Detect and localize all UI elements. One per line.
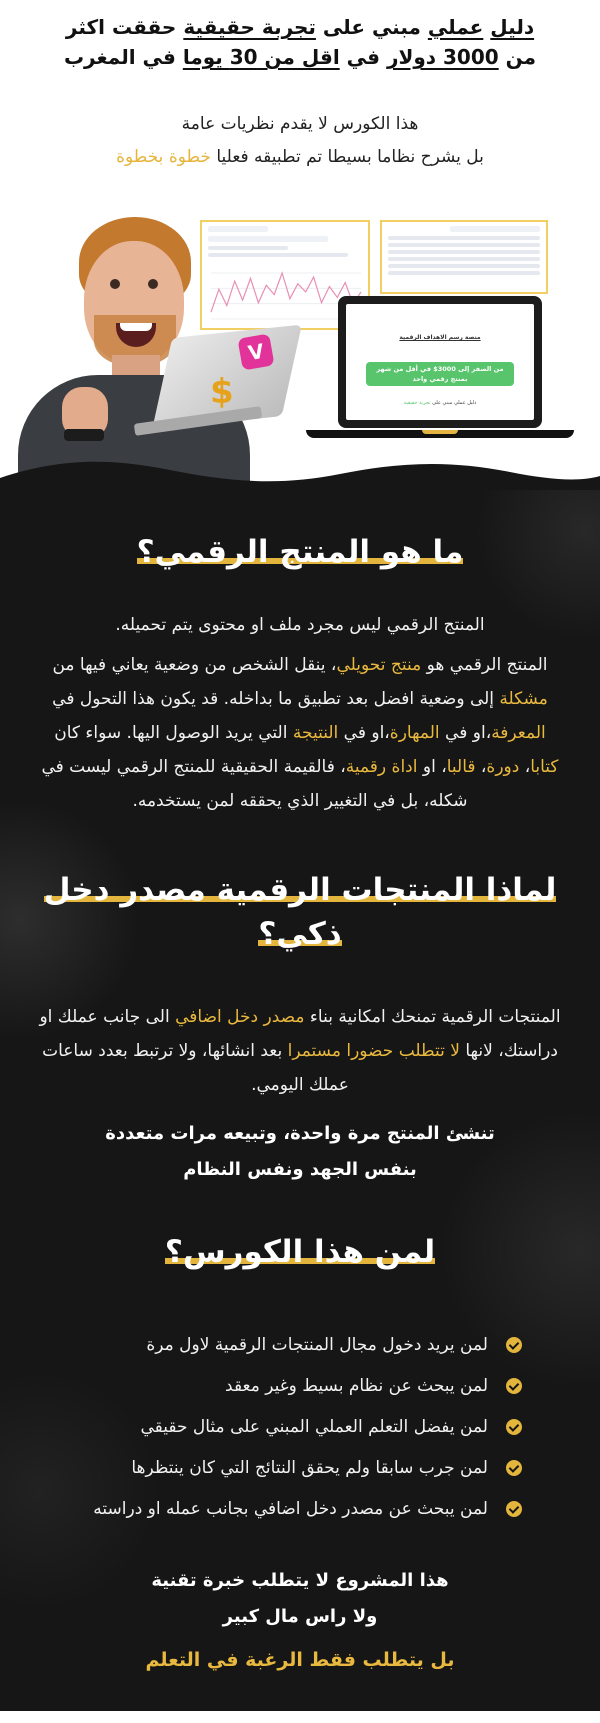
section1-paragraph-1: المنتج الرقمي ليس مجرد ملف او محتوى يتم تحميله.: [115, 615, 485, 635]
watch-icon: [64, 429, 104, 441]
laptop-screen-cta: من الصفر إلى 3000$ في أقل من شهر بمنتج رقمي واحد: [366, 362, 514, 386]
content-section: [0, 490, 600, 1711]
section-title-why-digital-products: لماذا المنتجات الرقمية مصدر دخل ذكي؟: [43, 872, 557, 952]
section-divider-wave: [0, 456, 600, 490]
app-logo-badge: V: [237, 333, 274, 370]
section2-bold-statement: تنشئ المنتج مرة واحدة، وتبيعه مرات متعددة بنفس الجهد ونفس النظام: [105, 1123, 495, 1180]
list-item: لمن يريد دخول مجال المنتجات الرقمية لاول مرة: [20, 1324, 522, 1365]
laptop-screen-title: منصة رسم الاهداف الرقمية: [399, 334, 481, 341]
excited-man-illustration: [14, 215, 264, 490]
laptop-screen: [346, 304, 534, 420]
check-circle-icon: [506, 1460, 522, 1476]
list-item: لمن جرب سابقا ولم يحقق النتائج التي كان ينتظرها: [20, 1447, 522, 1488]
dollar-icon: $: [210, 372, 234, 412]
check-circle-icon: [506, 1419, 522, 1435]
requirements-highlight: بل يتطلب فقط الرغبة في التعلم: [145, 1649, 455, 1671]
hero-subtitle-line2: بل يشرح نظاما بسيطا تم تطبيقه فعليا خطوة بخطوة: [116, 147, 484, 167]
dashboard-screenshot-table: [380, 220, 548, 294]
list-item: لمن يفضل التعلم العملي المبني على مثال حقيقي: [20, 1406, 522, 1447]
hero-subtitle: [20, 108, 580, 174]
section-title-who-is-this-for: لمن هذا الكورس؟: [164, 1234, 436, 1270]
hero-subtitle-line1: هذا الكورس لا يقدم نظريات عامة: [181, 114, 419, 134]
audience-list: [0, 1324, 600, 1529]
hero-title: دليل عملي مبني على تجربة حقيقية حققت اكثر من 3000 دولار في اقل من 30 يوما في المغرب: [63, 15, 537, 69]
hero-subtitle-highlight: خطوة بخطوة: [116, 147, 211, 167]
list-item: لمن يبحث عن نظام بسيط وغير معقد: [20, 1365, 522, 1406]
check-circle-icon: [506, 1378, 522, 1394]
section-title-what-is-digital-product: ما هو المنتج الرقمي؟: [136, 534, 464, 570]
requirements-statement: هذا المشروع لا يتطلب خبرة تقنية ولا راس مال كبير: [151, 1570, 449, 1627]
check-circle-icon: [506, 1337, 522, 1353]
check-circle-icon: [506, 1501, 522, 1517]
laptop-screen-footer: دليل عملي مبني على تجربة حقيقية: [403, 400, 477, 406]
hero-section: [0, 0, 600, 490]
section2-paragraph: المنتجات الرقمية تمنحك امكانية بناء مصدر دخل اضافي الى جانب عملك او دراستك، لانها لا تتطلب حضورا مستمرا بعد انشائها، ولا ترتبط بعدد ساعات عملك اليومي.: [39, 1007, 561, 1095]
section1-paragraph-2: المنتج الرقمي هو منتج تحويلي، ينقل الشخص من وضعية يعاني فيها من مشكلة إلى وضعية افضل بعد تطبيق ما بداخله. قد يكون هذا التحول في المعرفة،او في المهارة،او في النتيجة التي يريد الوصول اليها. سواء كان كتابا، دورة، قالبا، او اداة رقمية، فالقيمة الحقيقية للمنتج الرقمي ليست في شكله، بل في التغيير الذي يحققه لمن يستخدمه.: [41, 655, 559, 811]
laptop-mockup: [330, 296, 550, 436]
list-item: لمن يبحث عن مصدر دخل اضافي بجانب عمله او دراسته: [20, 1488, 522, 1529]
